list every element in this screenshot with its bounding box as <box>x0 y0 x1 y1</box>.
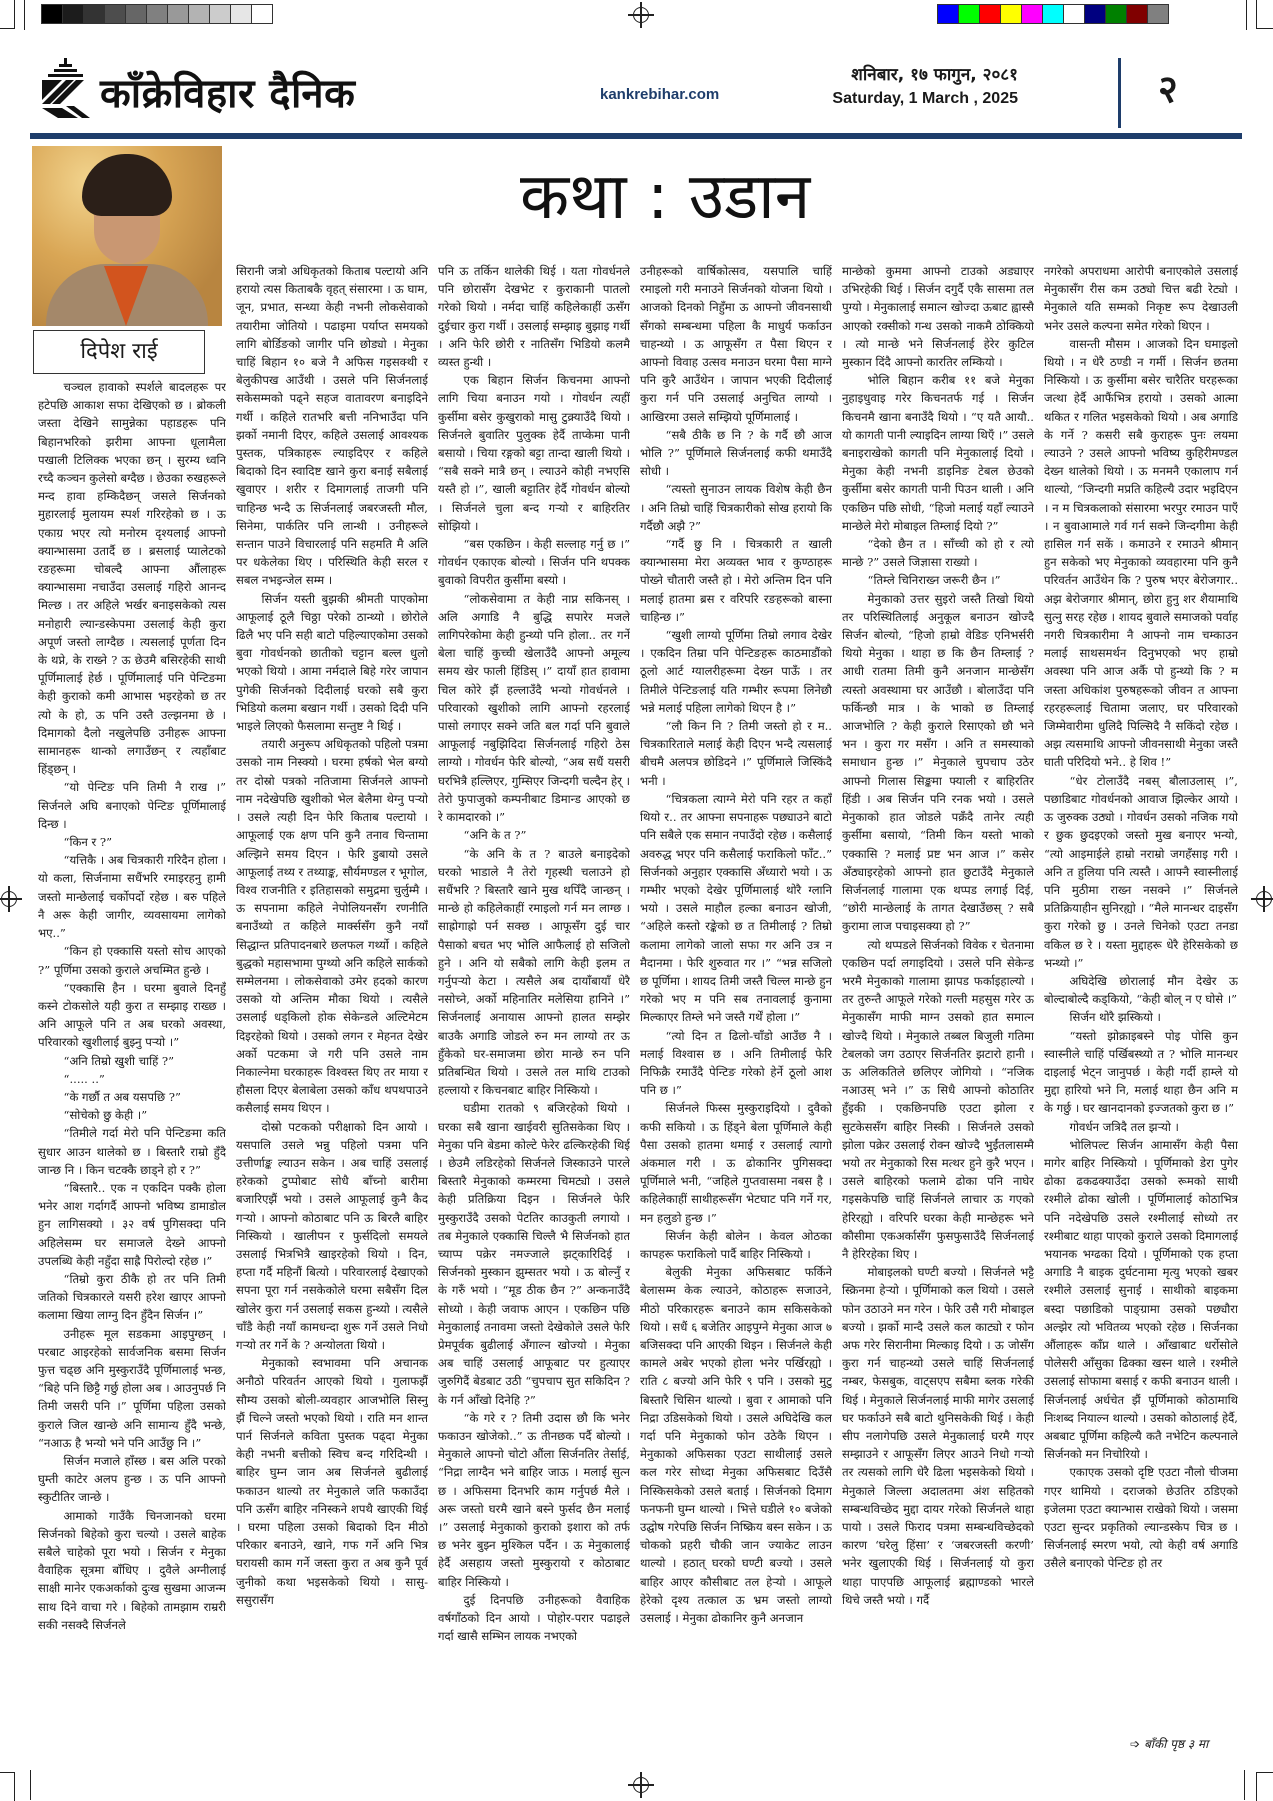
crop-mark-bottom-left <box>0 1772 15 1801</box>
color-swatch <box>1022 5 1043 23</box>
grayscale-swatch <box>126 5 147 23</box>
color-swatch <box>1106 5 1127 23</box>
article-paragraph: “चित्रकला त्याग्ने मेरो पनि रहर त कहाँ थियो र.. तर आफ्ना सपनाहरू पछ्याउने बाटो पनि सबैले एक समान नपाउँदो रहेछ । कसैलाई अवरुद्ध भएर पनि कसैलाई फराकिलो फाँट..” सिर्जनको अनुहार एक्कासि अँध्यारो भयो । ऊ गम्भीर भएको देखेर पूर्णिमालाई थोरै ग्लानि भयो । उसले माहौल हल्का बनाउन खोजी, “अहिले कस्तो रङ्केको छ त तिमीलाई ? तिम्रो कलामा लागेको जालो सफा गर अनि उत्र न मैदानमा । फेरि शुरुवात गर ।” “भन्न सजिलो छ पूर्णिमा । शायद तिमी जस्तै चिल्ल मान्छे हुन गरेको भए म पनि सब तनावलाई कुनामा मिल्काएर तिम्ले भने जस्तै गर्थें होला ।” <box>640 791 832 1025</box>
color-swatch <box>1085 5 1106 23</box>
article-paragraph: “देको छैन त । साँच्ची को हो र त्यो मान्छे ?” उसले जिज्ञासा राख्यो । <box>842 537 1034 570</box>
grayscale-swatch <box>84 5 105 23</box>
continued-text: बाँकी पृष्ठ ३ मा <box>1144 1737 1209 1751</box>
article-column-6 <box>1044 262 1238 1732</box>
article-paragraph: एक बिहान सिर्जन किचनमा आफ्नो लागि चिया बनाउन गयो । गोवर्धन त्यहीं कुर्सीमा बसेर कुखुराको मासु टुक्र्याउँदै थियो । सिर्जनले बुवातिर पुलुक्क हेर्दै ताप्केमा पानी बसायो । चिया रङ्गको बट्टा तान्दा खाली थियो । “सबै सक्ने मात्रै छन् । ल्याउने कोही नभएसि यस्तै हो ।”, खाली बट्टातिर हेर्दै गोवर्धन बोल्यो । सिर्जनले चुला बन्द गऱ्यो र बाहिरतिर सोझियो । <box>438 373 630 533</box>
article-paragraph: “सोचेको छु केही ।” <box>63 1108 148 1123</box>
article-paragraph: गोवर्धन जत्रिदै तल झऱ्यो । <box>1069 1119 1179 1134</box>
article-paragraph: वासन्ती मौसम । आजको दिन घमाइलो थियो । न धेरै ठण्डी न गर्मी । सिर्जन छतमा निस्कियो । ऊ कुर्सीमा बसेर चारैतिर घरहरूका जत्था हेर्दै आफैंभित्र हरायो । उसको आत्मा थकित र गलित भइसकेको थियो । अब अगाडि के गर्ने ? कसरी सबै कुराहरू पुनः लयमा ल्याउने ? उसले आफ्नो भविष्य कुहिरीमण्डल देख्न थालेको थियो । ऊ मनमनै एकालाप गर्न थाल्यो, “जिन्दगी मप्रति कहिल्यै उदार भइदिएन । न म चित्रकलाको संसारमा भरपुर रमाउन पाएँ । न बुवाआमाले गर्व गर्न सक्ने जिन्दगीमा केही हासिल गर्न सकें । कमाउने र रमाउने श्रीमान् हुन सकेको भए मेनुकाको व्यवहारमा पनि कुनै परिवर्तन आउँथेन कि ? पुरुष भएर बेरोजगार.. अझ बेरोजगार श्रीमान्, छोरा हुनु शर शैयामाथि सुत्नु सरह रहेछ । शायद बुवाले समाजको पर्वाह नगरी चित्रकारीमा नै आफ्नो नाम चम्काउन मलाई साथसमर्थन दिनुभएको भए हाम्रो अवस्था पनि आज अर्कै पो हुन्थ्यो कि ? म जस्ता अधिकांश पुरुषहरूको जीवन त आफ्ना रहरहरूलाई चितामा जलाए, घर परिवारको जिम्मेवारीमा धुलिदै पिल्सिदै नै सकिंदो रहेछ । अझ त्यसमाथि आफ्नो जीवनसाथी मेनुका जस्तै घाती परिदियो भने.. हे शिव !” <box>1044 336 1238 770</box>
masthead <box>38 58 1238 118</box>
article-paragraph: उनीहरूको वार्षिकोत्सव, यसपालि चाहिं रमाइलो गरी मनाउने सिर्जनको योजना थियो । आजको दिनको निहुँमा ऊ आफ्नो जीवनसाथी सँगको सम्बन्धमा पहिला कै माधुर्य फर्काउन चाहन्थ्यो । ऊ आफूसँग त पैसा थिएन र आफ्नो विवाह उत्सव मनाउन घरमा पैसा माग्ने पनि कुरै आउँथेन । जापान भएकी दिदीलाई कुरा गर्न पनि उसलाई अनुचित लाग्यो । आखिरमा उसले सम्झियो पूर्णिमालाई । <box>640 264 832 424</box>
grayscale-bar <box>41 4 273 24</box>
article-paragraph: बेलुकी मेनुका अफिसबाट फर्किने बेलासम्म केक ल्याउने, कोठाहरू सजाउने, मीठो परिकारहरू बनाउने काम सकिसकेको थियो । सधैं ६ बजेतिर आइपुग्ने मेनुका आज ७ बजिसक्दा पनि आएकी थिइन । सिर्जनले केही कामले अबेर भएको होला भनेर पर्खिरह्यो । राति ८ बज्यो अनि फेरि ९ पनि । उसको मुटु बिस्तारै चिसिन थाल्यो । बुवा र आमाको पनि निद्रा उडिसकेको थियो । उसले अघिदेखि कल गर्दा पनि मेनुकाको फोन उठेकै थिएन । मेनुकाको अफिसका एउटा साथीलाई उसले कल गरेर सोध्दा मेनुका अफिसबाट दिउँसै निस्किसकेको उसले बताई । सिर्जनको दिमाग फनफनी घुम्न थाल्यो । भित्ते घडीले १० बजेको उद्घोष गरेपछि सिर्जन निष्क्रिय बस्न सकेन । ऊ चोकको प्रहरी चौकी जान ज्याकेट लाउन थाल्यो । हठात् घरको घण्टी बज्यो । उसले बाहिर आएर कौसीबाट तल हेऱ्यो । आफूले हेरेको दृश्य तत्काल ऊ भ्रम जस्तो लाग्यो उसलाई । मेनुका ढोकानिर कुनै अनजान <box>640 1265 832 1626</box>
article-headline: कथा : उडान <box>520 160 811 234</box>
article-paragraph: “त्यस्तो सुनाउन लायक विशेष केही छैन । अनि तिम्रो चाहिं चित्रकारीको सोख हरायो कि गर्दैछौ अझै ?” <box>640 482 832 533</box>
article-paragraph: भोलि बिहान करीब ११ बजे मेनुका नुहाइधुवाइ गरेर किचनतर्फ गई । सिर्जन किचनमै खाना बनाउँदै थियो । “ए यतै आयौ.. यो कागती पानी ल्याइदिन लाग्या थिएँ ।” उसले बनाइराखेको कागती पनि मेनुकालाई दियो । मेनुका केही नभनी डाइनिङ टेबल छेउको कुर्सीमा बसेर कागती पानी पिउन थाली । अनि एकछिन पछि सोधी, “हिजो मलाई यहाँ ल्याउने मान्छेले मेरो मोबाइल तिम्लाई दियो ?” <box>842 373 1034 533</box>
article-paragraph: सिरानी जत्रो अधिकृतको किताब पल्टायो अनि हरायो त्यस किताबकै वृहत् संसारमा । ऊ घाम, जून, प्रभात, सन्ध्या केही नभनी लोकसेवाको तयारीमा जोतियो । पढाइमा पर्याप्त समयको लागि बोर्डिङको जागीर पनि छोड्यो । मेनुका चाहिं बिहान १० बजे नै अफिस गइसक्थी र बेलुकीपख आउँथी । उसले पनि सिर्जनलाई सकेसम्मको पढ्ने सहज वातावरण बनाइदिने गर्थी । कहिले रातभरि बत्ती ननिभाउँदा पनि झर्को नमानी दिएर, कहिले उसलाई आवश्यक पुस्तक, पत्रिकाहरू ल्याइदिएर र कहिले बिदाको दिन स्वादिष्ट खाने कुरा बनाई सबैलाई खुवाएर । शरीर र दिमागलाई ताजगी पनि चाहिन्छ भन्दै ऊ सिर्जनलाई जबरजस्ती मौल, सिनेमा, पार्कतिर पनि लान्थी । उनीहरूले सन्तान पाउने विचारलाई पनि सहमति मै अलि पर धकेलेका थिए । परिस्थिति केही सरल र सबल नभइन्जेल सम्म । <box>236 264 428 588</box>
temple-logo-icon <box>38 58 98 118</box>
article-column-2 <box>236 262 428 1758</box>
date-nepali: शनिबार, १७ फागुन, २०८१ <box>851 65 1018 85</box>
color-swatch <box>980 5 1001 23</box>
grayscale-swatch <box>189 5 210 23</box>
grayscale-swatch <box>63 5 84 23</box>
crop-mark-bottom-left-vertical <box>30 1770 31 1800</box>
article-paragraph: चञ्चल हावाको स्पर्शले बादलहरू पर हटेपछि आकाश सफा देखिएको छ । ब्रोकली जस्ता देखिने सामुन्नेका पहाडहरू पनि बिहानभरिको झरीमा आफ्ना धूलामैला पखाली टिलिक्क भएका छन् । सुरम्य ध्वनि रच्दै कञ्चन कुलेसो बग्दैछ । छेउका रुखहरूले मन्द हावा हम्किदैछन् जसले सिर्जनको मुहारलाई मुलायम स्पर्श गरिरहेको छ । ऊ एकाग्र भएर त्यो मनोरम दृश्यलाई आफ्नो क्यान्भासमा उतार्दै छ । ब्रसलाई प्यालेटको रङहरूमा चोबल्दै आफ्ना औंलाहरू क्यान्भासमा नचाउँदा उसलाई गहिरो आनन्द मिल्छ । तर अहिले भर्खर बनाइसकेको त्यस मनोहारी ल्यान्डस्केपमा उसलाई केही कुरा अपूर्ण जस्तो लाग्दैछ । त्यसलाई पूर्णता दिन के थप्ने, के राख्ने ? ऊ छेउमै बसिरहेकी साथी पूर्णिमालाई हेर्छ । पूर्णिमालाई पनि पेन्टिङमा केही कुराको कमी आभास भइरहेको छ तर त्यो के हो, ऊ पनि उस्तै उल्झनमा छे । दिमागको दैलो नखुलेपछि उनीहरू आफ्ना सामानहरू थान्को लगाउँछन् र त्यहाँबाट हिंड्छन् । <box>38 380 226 777</box>
article-paragraph: घडीमा रातको ९ बजिरहेको थियो । घरका सबै खाना खाईवरी सुतिसकेका थिए । मेनुका पनि बेडमा कोल्टे फेरेर ढल्किरहेकी थिई । छेउमै लडिरहेको सिर्जनले जिस्काउने पारले बिस्तारै मेनुकाको कम्मरमा चिमट्यो । उसले केही प्रतिक्रिया दिइन । सिर्जनले फेरि मुस्कुराउँदै उसको पेटतिर काउकुती लगायो । तब मेनुकाले एक्कासि चिल्लै भै सिर्जनको हात च्याप्प पक्रेर नमज्जाले झट्कारिदिई । सिर्जनको मुस्कान झुम्सतर भयो । ऊ बोल्नुँ र के गरुँ भयो । “मूड ठीक छैन ?” अन्कनाउँदै सोध्यो । केही जवाफ आएन । एकछिन पछि मेनुकालाई तनावमा जस्तो देखेकोले उसले फेरि प्रेमपूर्वक बुढीलाई अँगाल्न खोज्यो । मेनुका अब चाहिं उसलाई आफूबाट पर हुत्याएर जुरुगिदैं बेडबाट उठी “चुपचाप सुत सकिदिन ? के गर्न आँखो दिनेहि ?” <box>438 1101 630 1407</box>
registration-crosshair-right <box>1253 888 1273 910</box>
author-photo <box>32 146 222 326</box>
article-paragraph: “गर्दै छु नि । चित्रकारी त खाली क्यान्भासमा मेरा अव्यक्त भाव र कुण्ठाहरू पोख्ने चौतारी जस्तै हो । मेरो अन्तिम दिन पनि मलाई हातमा ब्रस र वरिपरि रङहरूको बास्ना चाहिन्छ ।” <box>640 537 832 624</box>
grayscale-swatch <box>252 5 272 23</box>
article-paragraph: “सबै ठीकै छ नि ? के गर्दै छौ आज भोलि ?” पूर्णिमाले सिर्जनलाई कफी थमाउँदै सोधी । <box>640 427 832 479</box>
article-paragraph: “खुशी लाग्यो पूर्णिमा तिम्रो लगाव देखेर । एकदिन तिम्रा पनि पेन्टिङहरू काठमाडौंको ठूलो आर्ट ग्यालरीहरूमा देख्न पाऊँ । तर तिमीले पेन्टिङलाई यति गम्भीर रूपमा लिनेछौ भन्ने मलाई पहिला लागेको थिएन है ।” <box>640 628 832 715</box>
crop-mark-top-left-vertical <box>24 0 25 30</box>
article-paragraph: पनि ऊ तर्किन थालेकी थिई । यता गोवर्धनले पनि छोरासँग देखभेट र कुराकानी पातलो गरेको थियो । नर्मदा चाहिं कहिलेकाहीं ऊसँग दुईचार कुरा गर्थी । उसलाई सम्झाइ बुझाइ गर्थी । अनि फेरि छोरी र नातिसँग भिडियो कलमै व्यस्त हुन्थी । <box>438 264 630 370</box>
article-paragraph: “यो पेन्टिङ पनि तिमी नै राख ।” सिर्जनले अघि बनाएको पेन्टिङ पूर्णिमालाई दिन्छ । <box>38 780 226 831</box>
crop-mark-top-left <box>0 0 15 29</box>
article-paragraph: “तिम्ले चिनिराख्न जरूरी छैन ।” <box>867 573 1001 588</box>
crop-mark-top-right <box>1256 0 1273 29</box>
website-url[interactable]: kankrebihar.com <box>600 86 720 103</box>
article-paragraph: मोबाइलको घण्टी बज्यो । सिर्जनले भट्टै स्क्रिनमा हेऱ्यो । पूर्णिमाको कल थियो । उसले फोन उठाउने मन गरेन । फेरि उसै गरी मोबाइल बज्यो । झर्को मान्दै उसले कल काट्यो र फोन अफ गरेर सिरानीमा मिल्काइ दियो । ऊ जोसँग कुरा गर्न चाहन्थ्यो उसले चाहिं सिर्जनलाई नम्बर, फेसबुक, वाट्सएप सबैमा ब्लक गरेकी थिई । मेनुकाले सिर्जनलाई माफी मागेर उसलाई घर फर्काउने सबै बाटो थुनिसकेकी थिई । केही सीप नलागेपछि उसले मेनुकालाई घरमै गएर सम्झाउने र आफूसँग लिएर आउने निधो गऱ्यो तर त्यसको लागि धेरै ढिला भइसकेको थियो । मेनुकाले जिल्ला अदालतमा अंश सहितको सम्बन्धविच्छेद मुद्दा दायर गरेको सिर्जनले थाहा पायो । उसले फिराद पत्रमा सम्बन्धविच्छेदको कारण ‘घरेलु हिंसा’ र ‘जबरजस्ती करणी’ भनेर खुलाएकी थिई । सिर्जनलाई यो कुरा थाहा पाएपछि आफूलाई ब्रह्माण्डको भारले थिचे जस्तै भयो । गर्दै <box>842 1265 1034 1607</box>
masthead-rule <box>30 133 1242 139</box>
crop-mark-bottom-right-vertical <box>1244 1770 1245 1800</box>
article-paragraph: “बिस्तारै.. एक न एकदिन पक्कै होला भनेर आश गर्दागर्दै आफ्नो भविष्य डामाडोल हुन लागिसक्यो । ३२ वर्ष पुगिसक्दा पनि अहिलेसम्म घर समाजले देख्ने आफ्नो उपलब्धि केही नहुँदा साह्रै पिरोल्दो रहेछ ।” <box>38 1180 226 1268</box>
article-paragraph: सिर्जन मजाले हाँस्छ । बस अलि परको घुम्ती काटेर अलप हुन्छ । ऊ पनि आफ्नो स्कुटीतिर जान्छे । <box>38 1453 226 1505</box>
article-paragraph: “तिम्रो कुरा ठीकै हो तर पनि तिमी जतिको चित्रकारले यसरी हरेश खाएर आफ्नो कलामा खिया लाग्नु दिन हुँदैन सिर्जन ।” <box>38 1271 226 1323</box>
grayscale-swatch <box>168 5 189 23</box>
article-paragraph: “लौ किन नि ? तिमी जस्तो हो र म.. चित्रकारिताले मलाई केही दिएन भन्दै त्यसलाई बीचमै अलपत्र छोडिदने ।” पूर्णिमाले जिस्किंदै भनी । <box>640 719 832 788</box>
article-paragraph: एकाएक उसको दृष्टि एउटा नौलो चीजमा गएर थामियो । दराजको छेउतिर ठडिएको इजेलमा एउटा क्यान्भास राखेको थियो । जसमा एउटा सुन्दर प्रकृतिको ल्यान्डस्केप चित्र छ । सिर्जनलाई स्मरण भयो, त्यो केही वर्ष अगाडि उसैले बनाएको पेन्टिङ हो तर <box>1044 1465 1238 1571</box>
article-paragraph: सिर्जन यस्ती बुझकी श्रीमती पाएकोमा आफूलाई ठूलै चिठ्ठा परेको ठान्थ्यो । छोरोले ढिलै भए पनि सही बाटो पहिल्याएकोमा उसको बुवा गोवर्धनको छातीको चट्टान बल्ल धुलो भएको थियो । आमा नर्मदाले बिहे गरेर जापान पुगेकी सिर्जनको दिदीलाई घरको सबै कुरा भिडियो कलमा बखान गर्थी । उसको दिदी पनि भाइले लिएको फैसलामा सन्तुष्ट नै थिई । <box>236 591 428 734</box>
article-paragraph: “यस्तो झोक्राइबस्ने पोइ पोसि कुन स्वास्नीले चाहिं पर्खिबस्थ्यो त ? भोलि मानन्धर दाइलाई भेट्न जानुपर्छ । केही गर्दी हाम्ले यो मुद्दा हारियो भने नि, मलाई थाहा छैन अनि म के गर्छु । घर खानदानको इज्जतको कुरा छ ।” <box>1044 1028 1238 1116</box>
color-swatch <box>1127 5 1148 23</box>
article-paragraph: “अनि तिम्रो खुशी चाहिं ?” <box>63 1053 175 1068</box>
grayscale-swatch <box>147 5 168 23</box>
article-paragraph: “के गरे र ? तिमी उदास छौ कि भनेर फकाउन खोजेको..” ऊ तीनछक पर्दै बोल्यो । मेनुकाले आफ्नो चोटो औंला सिर्जनतिर तेर्साई, “निद्रा लाग्दैन भने बाहिर जाऊ । मलाई सुत्न छ । अफिसमा दिनभरि काम गर्नुपर्छ मैले । अरू जस्तो घरमै खाने बस्ने फुर्सद छैन मलाई ।” उसलाई मेनुकाको कुराको इशारा को तर्फ छ भनेर बुझ्न मुश्किल पर्दैन । ऊ मेनुकालाई हेर्दै असहाय जस्तो मुस्कुरायो र कोठाबाट बाहिर निस्कियो । <box>438 1410 630 1589</box>
article-paragraph: दोस्रो पटकको परीक्षाको दिन आयो । यसपालि उसले भन्नु पहिलो पत्रमा पनि उत्तीर्णाङ्क ल्याउन सकेन । अब चाहिं उसलाई हरेकको टुप्पोबाट सोधै बाँच्नो बारीमा बजारिएझैं भयो । उसले आफूलाई कुनै कैद गऱ्यो । आफ्नो कोठाबाट पनि ऊ बिरलै बाहिर निस्कियो । खालीपन र फुर्सदिलो समयले उसलाई भित्रभित्रै खाइरहेको थियो । दिन, हप्ता गर्दै महिनौं बित्यो । परिवारलाई देखाएको सपना पूरा गर्न नसकेकोले घरमा सबैसँग दिल खोलेर कुरा गर्न उसलाई सकस हुन्थ्यो । त्यसैले चाँडै केही नयाँ कामधन्दा शुरू गर्ने उसले निधो गऱ्यो तर गर्ने के ? अन्योलता थियो । <box>236 1119 428 1352</box>
grayscale-swatch <box>210 5 231 23</box>
article-paragraph: अघिदेखि छोरालाई मौन देखेर ऊ बोल्दाबोल्दै कड्कियो, “केही बोल् न ए घोसे ।” <box>1044 973 1238 1007</box>
article-paragraph: सिर्जन थोरै झस्कियो । <box>1069 1010 1161 1025</box>
registration-crosshair-top <box>630 4 652 26</box>
article-paragraph: “लोकसेवामा त केही नाप्न सकिनस् । अलि अगाडि नै बुद्धि सपारेर मजले लागिपरेकोमा केही हुन्थ्यो पनि होला.. तर गर्ने बेला चाहिं कुच्ची खेलाउँदै आफ्नो अमूल्य समय खेर फाली हिंडिस् ।” दायाँ हात हावामा चिल कोरे झैं हल्लाउँदै भन्यो गोवर्धनले । परिवारको खुशीको लागि आफ्नो रहरलाई पासो लगाएर सक्ने जति बल गर्दा पनि बुवाले आफूलाई नबुझिदिदा सिर्जनलाई गहिरो ठेस लाग्यो । गोवर्धन फेरि बोल्यो, “अब सधैं यसरी घरभित्रै हल्लिएर, गुम्सिएर जिन्दगी चल्दैन हेर् । तेरो फुपाजुको कम्पनीबाट डिमान्ड आएको छ रे कामदारको ।” <box>438 591 630 825</box>
article-paragraph: “बस एकछिन । केही सल्लाह गर्नु छ ।” गोवर्धन एकाएक बोल्यो । सिर्जन पनि थपक्क बुवाको विपरीत कुर्सीमा बस्यो । <box>438 537 630 588</box>
article-paragraph: “के गर्छौ त अब यसपछि ?” <box>63 1089 181 1104</box>
article-paragraph: मेनुकाको स्वभावमा पनि अचानक अनौठो परिवर्तन आएको थियो । गुलाफझैं सौम्य उसको बोली-व्यवहार आजभोलि सिस्नु झैं चिल्ने जस्तो भएको थियो । राति मन शान्त पार्न सिर्जनले कविता पुस्तक पढ्दा मेनुका केही नभनी बत्तीको स्विच बन्द गरिदिन्थी । बाहिर घुम्न जान अब सिर्जनले बुढीलाई फकाउन थाल्यो तर मेनुकाले जति फकाउँदा पनि ऊसँग बाहिर ननिस्कने शपथै खाएकी थिई । घरमा पहिला उसको बिदाको दिन मीठो परिकार बनाउने, खाने, गफ गर्ने अनि भित्र घरायसी काम गर्ने जस्ता कुरा त अब कुनै पूर्व जुनीको कथा भइसकेको थियो । सासु-ससुरासँग <box>236 1356 428 1607</box>
crop-mark-bottom-right <box>1256 1772 1273 1801</box>
masthead-divider <box>1118 58 1121 128</box>
author-byline: दिपेश राई <box>33 330 205 374</box>
newspaper-logo-text: काँक्रेविहार दैनिक <box>100 71 356 117</box>
registration-crosshair-left <box>0 888 20 910</box>
date-english: Saturday, 1 March , 2025 <box>832 90 1018 107</box>
grayscale-swatch <box>42 5 63 23</box>
color-swatch <box>959 5 980 23</box>
article-column-1 <box>38 378 226 1758</box>
article-paragraph: “एक्कासि हैन । घरमा बुवाले दिनहुँ कस्ने टोकसोले यही कुरा त सम्झाइ राख्छ । अनि आफूले पनि त अब घरको अवस्था, परिवारको खुशीलाई बुझ्नु पऱ्यो ।” <box>38 980 226 1050</box>
article-paragraph: मान्छेको कुममा आफ्नो टाउको अड्याएर उभिरहेकी थिई । सिर्जन दगुर्दै एकै सासमा तल पुग्यो । मेनुकालाई समात्न खोज्दा ऊबाट ह्वास्सै आएको रक्सीको गन्ध उसको नाकमै ठोक्कियो । त्यो मान्छे भने सिर्जनलाई हेरेर कुटिल मुस्कान दिंदै आफ्नो कारतिर लम्कियो । <box>842 264 1034 370</box>
article-paragraph: तयारी अनुरूप अधिकृतको पहिलो पत्रमा उसको नाम निस्क्यो । घरमा हर्षको भेल बग्यो तर दोस्रो पत्रको नतिजामा सिर्जनले आफ्नो नाम नदेखेपछि खुशीको भेल बेलैमा थेग्नु पऱ्यो । उसले त्यही दिन फेरि किताब पल्टायो । आफूलाई एक क्षण पनि कुनै तनाव चिन्तामा अल्झिने समय दिएन । फेरि डुबायो उसले आफूलाई तथ्य र तथ्याङ्क, सौर्यमण्डल र भूगोल, विश्व राजनीति र इतिहासको समुद्रमा चुर्लुम्मै । ऊ सपनामा कहिले नेपोलियनसँग रणनीति बनाउँथ्यो त कहिले मार्क्ससँग कुनै नयाँ सिद्धान्त प्रतिपादनबारे छलफल गर्थ्यो । कहिले बुद्धको महासभामा पुग्थ्यो अनि कहिले सार्कको सम्मेलनमा । लोकसेवाको उमेर हदको कारण उसको यो अन्तिम मौका थियो । त्यसैले उसलाई धड्किलो होक सेकेन्डले अल्टिमेटम दिइरहेको थियो । उसको लगन र मेहनत देखेर अर्को पटकमा जे गरी पनि उसले नाम निकाल्नेमा घरकाहरू विश्वस्त थिए तर माया र हौसला दिएर बेलाबेला उसको काँध थपथपाउने कसैलाई समय थिएन । <box>236 737 428 1116</box>
article-paragraph: “तिमीले गर्दा मेरो पनि पेन्टिङमा कति सुधार आउन थालेको छ । बिस्तारै राम्रो हुँदै जान्छ नि । किन चटक्कै छाड्ने हो र ?” <box>38 1126 226 1177</box>
article-paragraph: उनीहरू मूल सडकमा आइपुग्छन् । परबाट आइरहेको सार्वजनिक बसमा सिर्जन फुत्त चढ्छ अनि मुस्कुराउँदै पूर्णिमालाई भन्छ, “बिहे पनि छिट्टै गर्छु होला अब । आउनुपर्छ नि तिमी जसरी पनि ।” पूर्णिमा पहिला उसको कुराले जिल खान्छे अनि सामान्य हुँदै भन्छे, “नआऊ है भन्यो भने पनि आउँछु नि ।” <box>38 1326 226 1450</box>
article-paragraph: मेनुकाको उत्तर सुइरो जस्तै तिखो थियो तर परिस्थितिलाई अनुकूल बनाउन खोज्दै सिर्जन बोल्यो, “हिजो हाम्रो वेडिङ एनिभर्सरी थियो मेनुका । थाहा छ कि छैन तिम्लाई ? आधी रातमा तिमी कुनै अनजान मान्छेसँग त्यस्तो अवस्थामा घर आउँछौ । बोलाउँदा पनि फर्किन्छौ मात्र । के भाको छ तिम्लाई आजभोलि ? केही कुराले रिसाएको छौ भने भन । कुरा गर मसँग । अनि त समस्याको समाधान हुन्छ ।” मेनुकाले चुपचाप उठेर आफ्नो गिलास सिङ्कमा फ्याली र बाहिरतिर हिंडी । अब सिर्जन पनि रनक भयो । उसले मेनुकाको हात जोडले पक्रँदै तानेर त्यही कुर्सीमा बसायो, “तिमी किन यस्तो भाको एक्कासि ? मलाई प्रष्ट भन आज ।” कसेर अँठ्याइरहेको आफ्नो हात छुटाउँदै मेनुकाले सिर्जनलाई गालामा एक थप्पड लगाई दिई, “छोरी मान्छेलाई के तागत देखाउँछस् ? सबै कुरामा लाज पचाइसक्या हो ?” <box>842 591 1034 934</box>
article-paragraph: “अनि के त ?” <box>463 828 527 843</box>
article-column-3 <box>438 262 630 1758</box>
grayscale-swatch <box>105 5 126 23</box>
article-paragraph: “के अनि के त ? बाउले बनाइदेको घरको भाडाले नै तेरो गृहस्थी चलाउने हो सधैंभरि ? बिस्तारै खाने मुख थपिँदै जान्छन् । मान्छे हो कहिलेकाहीं रमाइलो गर्न मन लाग्छ । साह्रोगाह्रो पर्न सक्छ । आफूसँग दुई चार पैसाको बचत भए भोलि आफैलाई हो सजिलो हुने । अनि यो सबैको लागि केही इलम त गर्नुपऱ्यो केटा । त्यसैले अब दायाँबायाँ धेरै नसोच्ने, अर्को महिनातिर मलेसिया हानिने ।” सिर्जनलाई अनायास आफ्नो हालत सम्झेर बाउकै अगाडि जोडले रुन मन लाग्यो तर ऊ हुँकेको घर-समाजमा छोरा मान्छे रुन पनि प्रतिबन्धित थियो । उसले तल माथि टाउको हल्लायो र किचनबाट बाहिर निस्कियो । <box>438 846 630 1098</box>
article-paragraph: दुई दिनपछि उनीहरूको वैवाहिक वर्षगाँठको दिन आयो । पोहोर-परार पढाइले गर्दा खासै सम्भिन लायक नभएको <box>438 1592 630 1644</box>
article-column-4 <box>640 262 832 1758</box>
page-number: २ <box>1158 67 1178 111</box>
article-paragraph: त्यो थप्पडले सिर्जनको विवेक र चेतनामा एकछिन पर्दा लगाइदियो । उसले पनि सेकेन्ड भरमै मेनुकाको गालामा झापड फर्काइहाल्यो । तर तुरुन्तै आफूले गरेको गल्ती महसुस गरेर ऊ मेनुकासँग माफी माग्न उसको हात समात्न खोज्दै थियो । मेनुकाले तब्बल बिजुली गतिमा टेबलको जग उठाएर सिर्जनतिर झटारो हानी । ऊ अलिकतिले छलिएर जोगियो । “नजिक नआउस् भने ।” ऊ सिधै आफ्नो कोठातिर हुँइकी । एकछिनपछि एउटा झोला र सुटकेससँग बाहिर निस्की । सिर्जनले उसको झोला पक्रेर उसलाई रोक्न खोज्दै भुईंतलासम्मै भयो तर मेनुकाको रिस मत्थर हुने कुरै भएन । उसले बाहिरको फलामे ढोका पनि नाघेर गइसकेपछि चाहिं सिर्जनले लाचार ऊ गएको हेरिरह्यो । वरिपरि घरका केही मान्छेहरू भने कौसीमा एकअर्कासँग फुसफुसाउँदै सिर्जनलाई नै हेरिरहेका थिए । <box>842 937 1034 1261</box>
article-column-5 <box>842 262 1034 1758</box>
article-paragraph: “..... ..” <box>63 1071 105 1086</box>
article-paragraph: “किन हो एक्कासि यस्तो सोच आएको ?” पूर्णिमा उसको कुराले अचम्मित हुन्छे । <box>38 944 226 977</box>
article-paragraph: भोलिपल्ट सिर्जन आमासँग केही पैसा मागेर बाहिर निस्कियो । पूर्णिमाको डेरा पुगेर ढोका ढकढक्याउँदा उसको रूमको साथी रश्मीले ढोका खोली । पूर्णिमालाई कोठाभित्र पनि नदेखेपछि उसले रश्मीलाई सोध्यो तर रश्मीबाट थाहा पाएको कुराले उसको दिमागलाई भयानक भग्ढका दियो । पूर्णिमाको एक हप्ता अगाडि नै बाइक दुर्घटनामा मृत्यु भएको खबर रश्मीले उसलाई सुनाई । साथीको बाइकमा बस्दा पछाडिको पाङ्ग्रामा उसको पछ्यौरा अल्झेर त्यो भवितव्य भएको रहेछ । सिर्जनका औंलाहरू काँप्न थाले । आँखाबाट धर्रोसोले पोलेसरी आँसुका ढिक्का खस्न थाले । रश्मीले उसलाई सोफामा बसाई र कफी बनाउन थाली । सिर्जनलाई अर्धचेत झैं पूर्णिमाको कोठामाथि निःशब्द नियाल्न थाल्यो । उसको कोठालाई हेर्दै, अबबाट पूर्णिमा कहिल्यै कतै नभेटिन कल्पनाले सिर्जनको मन निचोरियो । <box>1044 1137 1238 1462</box>
article-paragraph: “धेर टोलाउँदै नबस् बौलाउलास् ।”, पछाडिबाट गोवर्धनको आवाज झिल्केर आयो । ऊ जुरुक्क उठ्यो । गोवर्धन उसको नजिक गयो र छुक छुदइएको जस्तो मुख बनाएर भन्यो, “त्यो आइमाईले हाम्रो नराम्रो जगहँसाइ गरी । अनि त हुलिया पनि त्यस्तै । आफ्नै स्वास्नीलाई पनि मुठीमा राख्न नसक्ने ।” सिर्जनले प्रतिक्रियाहीन सुनिरह्यो । “मैले मानन्धर दाइसँग कुरा गरेको छु । उनले चिनेको एउटा तनडा वकिल छ रे । यस्ता मुद्दाहरू धेरै हेरिसकेको छ भन्थ्यो ।” <box>1044 773 1238 970</box>
continued-note <box>1130 1735 1208 1752</box>
arrow-icon: ➩ <box>1130 1737 1141 1751</box>
color-swatch <box>1043 5 1064 23</box>
article-paragraph: आमाको गाउँकै चिनजानको घरमा सिर्जनको बिहेको कुरा चल्यो । उसले बाहेक सबैले चाहेको पूरा भयो । सिर्जन र मेनुका वैवाहिक सूत्रमा बाँधिए । दुवैले अग्नीलाई साक्षी मानेर एकअर्काको दुःख सुखमा आजन्म साथ दिने वाचा गरे । बिहेको तामझाम राम्ररी सकी नसक्दै सिर्जनले <box>38 1508 226 1632</box>
color-swatch <box>1064 5 1085 23</box>
article-paragraph: “त्यो दिन त ढिलो-चाँडो आउँछ नै । मलाई विश्वास छ । अनि तिमीलाई फेरि निफिक्रै रमाउँदै पेन्टिङ गरेको हेर्ने ठूलो आश पनि छ ।” <box>640 1028 832 1098</box>
article-paragraph: नगरेको अपराधमा आरोपी बनाएकोले उसलाई मेनुकासँग रीस कम उठ्यो चित्त बढी रेट्यो । मेनुकाले यति सम्मको निकृष्ट रूप देखाउली भनेर उसले कल्पना समेत गरेको थिएन । <box>1044 264 1238 333</box>
color-swatch <box>1001 5 1022 23</box>
article-paragraph: “किन र ?” <box>63 835 113 850</box>
crop-mark-top-right-vertical <box>1246 0 1247 30</box>
color-swatch <box>1148 5 1168 23</box>
grayscale-swatch <box>231 5 252 23</box>
color-swatch <box>938 5 959 23</box>
article-paragraph: सिर्जन केही बोलेन । केवल ओठका कापहरू फराकिलो पार्दै बाहिर निस्कियो । <box>640 1228 832 1261</box>
color-bar <box>937 4 1169 24</box>
article-paragraph: सिर्जनले फिस्स मुस्कुराइदियो । दुवैको कफी सकियो । ऊ हिंड्ने बेला पूर्णिमाले केही पैसा उसको हातमा थमाई र उसलाई त्यागो अंकमाल गरी । ऊ ढोकानिर पुगिसक्दा पूर्णिमाले भनी, “जहिले गुप्तवासमा नबस है । कहिलेकाहीं साथीहरूसँग भेटघाट पनि गर्ने गर, मन हलुङो हुन्छ ।” <box>640 1101 832 1225</box>
article-paragraph: “यत्तिकै । अब चित्रकारी गरिदैन होला । यो कला, सिर्जनामा सधैंभरि रमाइरहनु हामी जस्तो मान्छेलाई चर्कोपर्दो रहेछ । बरु पहिले नै अरू केही जागीर, व्यवसायमा लागेको भए..” <box>38 853 226 941</box>
registration-crosshair-bottom <box>630 1774 652 1796</box>
